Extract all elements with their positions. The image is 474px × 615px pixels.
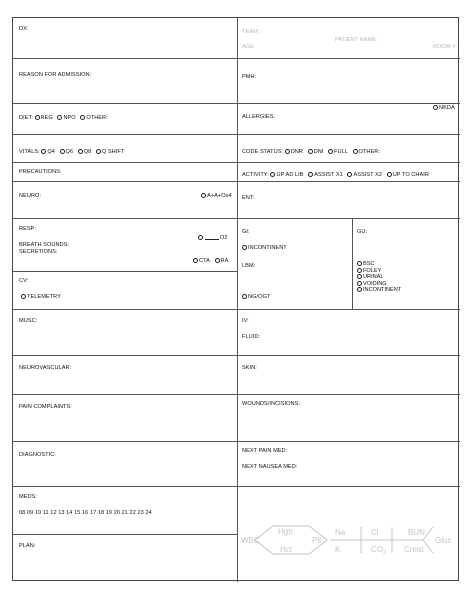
meds-label: MEDS: — [19, 494, 37, 500]
o2-blank[interactable] — [205, 234, 219, 240]
code-status-label: CODE STATUS: — [242, 149, 284, 155]
divider — [13, 534, 237, 535]
next-pain-med-label: NEXT PAIN MED: — [242, 448, 288, 454]
radio-circle[interactable] — [353, 149, 358, 154]
radio-circle[interactable] — [357, 268, 362, 273]
divider — [13, 441, 237, 442]
gu-options — [357, 261, 401, 294]
report-sheet — [12, 17, 459, 581]
radio-circle[interactable] — [347, 172, 352, 177]
divider — [237, 181, 460, 182]
wounds-incisions-label: WOUNDS/INCISIONS: — [242, 401, 301, 407]
ent-label: ENT: — [242, 195, 255, 201]
divider — [237, 58, 460, 59]
radio-circle[interactable] — [215, 258, 220, 263]
next-nausea-med-label: NEXT NAUSEA MED: — [242, 464, 298, 470]
radio-circle[interactable] — [198, 235, 203, 240]
resp-options — [193, 258, 228, 265]
radio-circle[interactable] — [193, 258, 198, 263]
code-status-row — [242, 149, 383, 156]
radio-circle[interactable] — [60, 149, 65, 154]
diet-option-npo[interactable]: NPO — [57, 115, 75, 121]
ng-ogt-option[interactable]: NG/OGT — [242, 294, 270, 301]
gi-incontinent-option[interactable]: INCONTINENT — [242, 245, 287, 252]
radio-circle[interactable] — [96, 149, 101, 154]
divider — [237, 309, 460, 310]
divider — [13, 486, 237, 487]
radio-circle[interactable] — [242, 294, 247, 299]
activity-option-assist-x1[interactable]: ASSIST X1 — [308, 172, 343, 178]
radio-circle[interactable] — [270, 172, 275, 177]
activity-option-up-ad-lib[interactable]: UP AD LIB — [270, 172, 303, 178]
divider — [13, 218, 237, 219]
lab-labels — [241, 527, 451, 556]
gi-gu-divider — [352, 218, 353, 309]
diet-row — [19, 115, 111, 122]
telemetry-option[interactable]: TELEMETRY — [21, 294, 61, 301]
co2-label: $CO_2$ — [371, 545, 387, 556]
dx-label: DX: — [19, 26, 29, 32]
reason-label: REASON FOR ADMISSION: — [19, 72, 92, 78]
gu-option-urinal[interactable]: URINAL — [357, 274, 401, 281]
divider — [237, 394, 460, 395]
vitals-option-q6[interactable]: Q6 — [60, 149, 74, 155]
iv-label: IV: — [242, 318, 249, 324]
gluc-label: Gluc — [435, 536, 452, 545]
allergies-label: ALLERGIES: — [242, 114, 276, 120]
hgb-label: Hgb — [278, 527, 293, 536]
resp-label: RESP: — [19, 226, 37, 232]
gu-label: GU: — [357, 229, 368, 235]
divider — [13, 162, 237, 163]
radio-circle[interactable] — [242, 245, 247, 250]
radio-circle[interactable] — [41, 149, 46, 154]
radio-circle[interactable] — [285, 149, 290, 154]
musc-label: MUSC: — [19, 318, 38, 324]
plt-label: Plt — [312, 536, 322, 545]
divider — [237, 355, 460, 356]
cl-label: Cl — [371, 528, 379, 537]
vitals-option-q-shift[interactable]: Q SHIFT — [96, 149, 124, 155]
radio-circle[interactable] — [328, 149, 333, 154]
code-option-dnr[interactable]: DNR — [285, 149, 303, 155]
lbm-label: LBM: — [242, 263, 256, 269]
vitals-label: VITALS: — [19, 149, 40, 155]
radio-circle[interactable] — [35, 115, 40, 120]
pmh-label: PMH: — [242, 74, 257, 80]
neuro-option[interactable]: A+A+Ox4 — [201, 193, 232, 200]
meds-hours: 08 09 10 11 12 13 14 15 16 17 18 19 20 21 22 23 24 — [19, 510, 152, 516]
divider — [13, 355, 237, 356]
divider — [237, 103, 460, 104]
divider — [13, 271, 237, 272]
fluid-label: FLUID: — [242, 334, 261, 340]
code-option-dni[interactable]: DNI — [308, 149, 324, 155]
radio-circle[interactable] — [357, 274, 362, 279]
radio-circle[interactable] — [433, 105, 438, 110]
divider — [237, 134, 460, 135]
radio-circle[interactable] — [21, 294, 26, 299]
divider — [13, 309, 237, 310]
divider — [237, 441, 460, 442]
divider — [13, 134, 237, 135]
cv-label: CV: — [19, 278, 29, 284]
resp-option-ra[interactable]: RA — [215, 258, 229, 264]
k-label: K — [335, 545, 341, 554]
divider — [13, 58, 237, 59]
wbc-label: WBC — [241, 536, 260, 545]
radio-circle[interactable] — [308, 172, 313, 177]
radio-circle[interactable] — [78, 149, 83, 154]
gu-option-foley[interactable]: FOLEY — [357, 268, 401, 275]
diagnostic-label: DIAGNOSTIC: — [19, 452, 56, 458]
team-label: TEAM: — [242, 29, 260, 35]
gi-label: GI: — [242, 229, 250, 235]
radio-circle[interactable] — [357, 287, 362, 292]
na-label: Na — [335, 528, 346, 537]
divider — [237, 162, 460, 163]
skin-label: SKIN: — [242, 365, 257, 371]
diet-label: DIET: — [19, 115, 33, 121]
code-option-full[interactable]: FULL — [328, 149, 348, 155]
neuro-label: NEURO: — [19, 193, 42, 199]
bun-label: BUN — [408, 528, 425, 537]
divider — [13, 181, 237, 182]
diet-option-other[interactable]: OTHER: — [80, 115, 107, 121]
precautions-label: PRECAUTIONS: — [19, 169, 62, 175]
room-label: ROOM #: — [433, 44, 457, 50]
hct-label: Hct — [280, 545, 292, 554]
nkda-option[interactable]: NKDA — [433, 105, 455, 112]
divider — [13, 103, 237, 104]
radio-circle[interactable] — [57, 115, 62, 120]
activity-option-up-to-chair[interactable]: UP TO CHAIR — [387, 172, 429, 178]
radio-circle[interactable] — [357, 261, 362, 266]
gu-option-incontinent[interactable]: INCONTINENT — [357, 287, 401, 294]
creat-label: Creat — [404, 545, 424, 554]
divider — [237, 218, 460, 219]
divider — [13, 394, 237, 395]
radio-circle[interactable] — [357, 281, 362, 286]
plan-label: PLAN: — [19, 543, 36, 549]
breath-sounds-label: BREATH SOUNDS: — [19, 242, 70, 248]
neurovascular-label: NEUROVASCULAR: — [19, 365, 72, 371]
activity-option-assist-x2[interactable]: ASSIST X2 — [347, 172, 382, 178]
activity-label: ACTIVITY: — [242, 172, 269, 178]
vitals-row — [19, 149, 127, 156]
code-option-other[interactable]: OTHER: — [353, 149, 380, 155]
lab-fishbones — [237, 486, 460, 582]
resp-option-cta[interactable]: CTA — [193, 258, 210, 264]
radio-circle[interactable] — [387, 172, 392, 177]
radio-circle[interactable] — [80, 115, 85, 120]
patient-name-label: PATIENT NAME: — [335, 37, 378, 43]
bmp-tail-down — [423, 540, 433, 553]
gu-option-bsc[interactable]: BSC — [357, 261, 401, 268]
pain-complaints-label: PAIN COMPLAINTS: — [19, 404, 72, 410]
o2-option[interactable]: O2 — [198, 234, 228, 242]
radio-circle[interactable] — [308, 149, 313, 154]
activity-row — [242, 172, 432, 179]
diet-option-reg[interactable]: REG — [35, 115, 53, 121]
gu-option-voiding[interactable]: VOIDING — [357, 281, 401, 288]
vitals-option-q8[interactable]: Q8 — [78, 149, 92, 155]
secretions-label: SECRETIONS: — [19, 249, 58, 255]
age-label: AGE: — [242, 44, 256, 50]
vitals-option-q4[interactable]: Q4 — [41, 149, 55, 155]
radio-circle[interactable] — [201, 193, 206, 198]
